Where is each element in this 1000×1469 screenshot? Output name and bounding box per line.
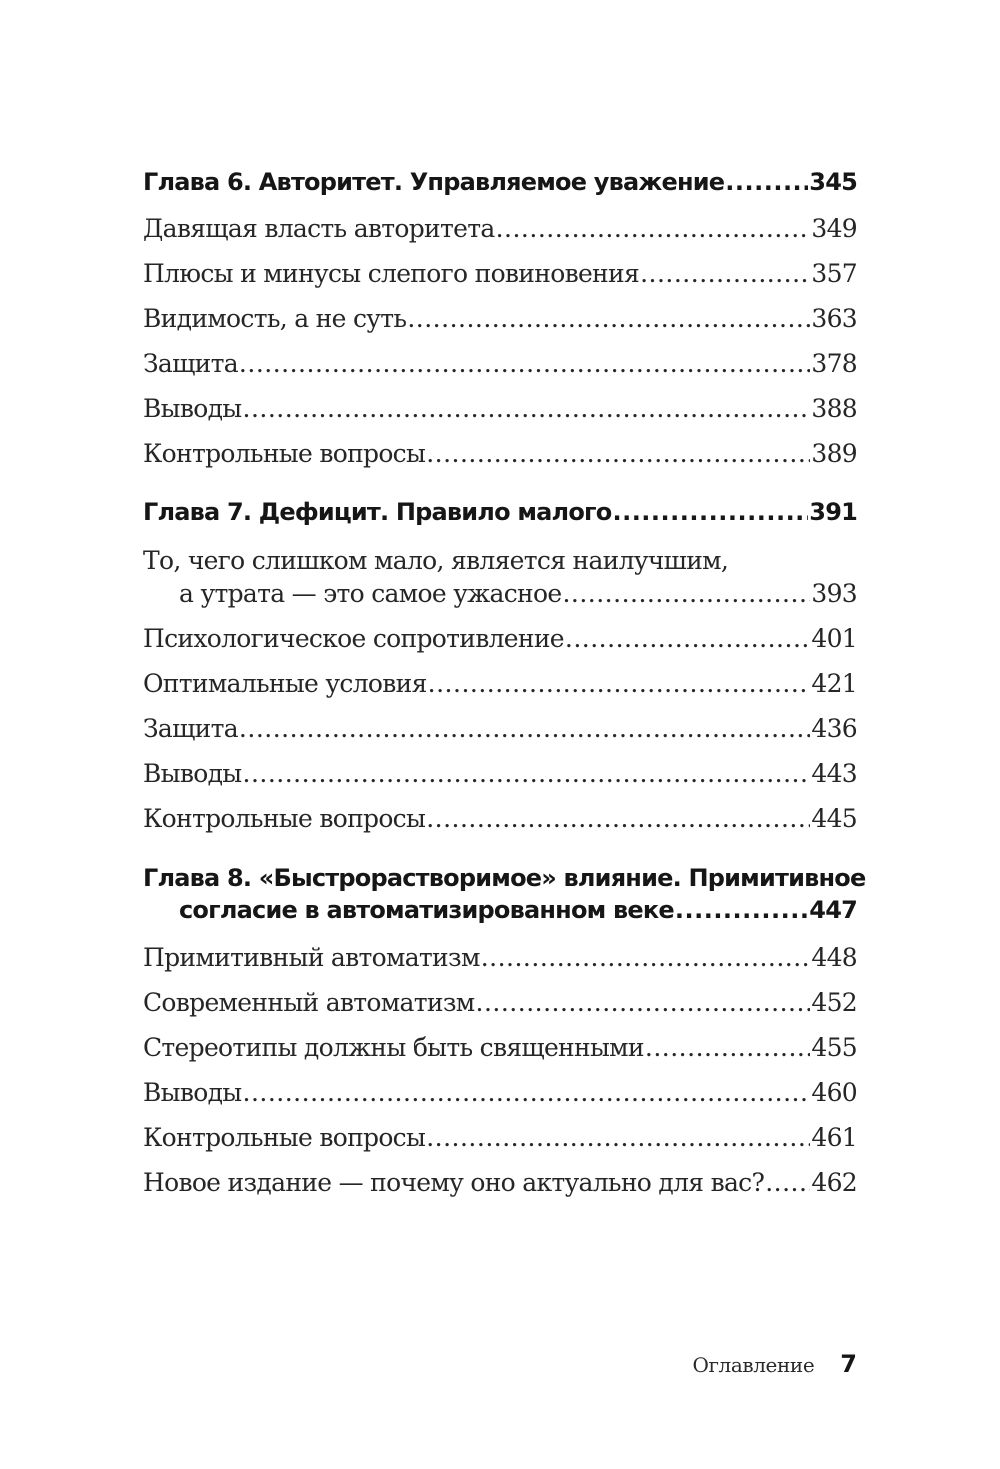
running-header: Оглавление <box>692 1353 815 1377</box>
chapter-title: Глава 7. Дефицит. Правило малого <box>143 498 612 526</box>
page-number: 448 <box>811 943 857 972</box>
toc-entry[interactable] <box>143 624 857 653</box>
toc-entry[interactable] <box>143 394 857 423</box>
folio-number: 7 <box>840 1350 857 1378</box>
chapter-title: Глава 6. Авторитет. Управляемое уважение <box>143 168 725 196</box>
dot-leader <box>565 624 810 653</box>
entry-title: Стереотипы должны быть священными <box>143 1033 644 1062</box>
dot-leader <box>426 1123 810 1152</box>
page-number: 378 <box>811 349 857 378</box>
dot-leader <box>476 988 811 1017</box>
page-number: 393 <box>811 579 857 608</box>
page-number: 345 <box>809 168 857 196</box>
toc-entry[interactable] <box>143 1033 857 1062</box>
toc-entry[interactable] <box>143 759 857 788</box>
chapter-8-heading[interactable] <box>143 864 866 924</box>
dot-leader <box>481 943 811 972</box>
toc-entry[interactable] <box>143 439 857 468</box>
toc-entry[interactable] <box>143 304 857 333</box>
page-number: 462 <box>811 1168 857 1197</box>
entry-title: Защита <box>143 349 238 378</box>
page-number: 421 <box>811 669 857 698</box>
toc-entry[interactable] <box>143 1123 857 1152</box>
page-number: 391 <box>809 498 857 526</box>
dot-leader <box>426 439 810 468</box>
entry-title-line-1: То, чего слишком мало, является наилучшим, <box>143 546 729 575</box>
dot-leader <box>496 214 811 243</box>
entry-title: Оптимальные условия <box>143 669 427 698</box>
chapter-7-heading[interactable] <box>143 498 857 526</box>
chapter-title-line-1: Глава 8. «Быстрорастворимое» влияние. Примитивное <box>143 864 866 892</box>
page-number: 357 <box>811 259 857 288</box>
page-number: 443 <box>811 759 857 788</box>
dot-leader <box>725 168 808 196</box>
entry-title: Современный автоматизм <box>143 988 475 1017</box>
entry-title: Выводы <box>143 1078 242 1107</box>
page-number: 461 <box>811 1123 857 1152</box>
toc-entry[interactable] <box>143 546 857 608</box>
dot-leader <box>239 349 810 378</box>
page-footer <box>692 1350 857 1378</box>
dot-leader <box>645 1033 810 1062</box>
page-number: 460 <box>811 1078 857 1107</box>
page-number: 389 <box>811 439 857 468</box>
entry-title: Выводы <box>143 759 242 788</box>
toc-entry[interactable] <box>143 669 857 698</box>
toc-entry[interactable] <box>143 988 857 1017</box>
toc-entry[interactable] <box>143 714 857 743</box>
toc-entry[interactable] <box>143 804 857 833</box>
dot-leader <box>640 259 810 288</box>
entry-title: Контрольные вопросы <box>143 804 426 833</box>
page-number: 447 <box>809 896 857 924</box>
entry-title: Защита <box>143 714 238 743</box>
dot-leader <box>239 714 810 743</box>
page-number: 349 <box>811 214 857 243</box>
entry-title: Давящая власть авторитета <box>143 214 495 243</box>
dot-leader <box>407 304 810 333</box>
entry-title: Новое издание — почему оно актуально для вас? <box>143 1168 765 1197</box>
page-number: 452 <box>811 988 857 1017</box>
dot-leader <box>765 1168 810 1197</box>
page-number: 388 <box>811 394 857 423</box>
dot-leader <box>562 579 810 608</box>
dot-leader <box>243 759 811 788</box>
entry-title-line-2: а утрата — это самое ужасное <box>179 579 562 608</box>
entry-title: Плюсы и минусы слепого повиновения <box>143 259 640 288</box>
dot-leader <box>428 669 811 698</box>
dot-leader <box>243 394 811 423</box>
toc-entry-final[interactable] <box>143 1168 857 1197</box>
dot-leader <box>675 896 808 924</box>
entry-title: Контрольные вопросы <box>143 1123 426 1152</box>
chapter-title-line-2: согласие в автоматизированном веке <box>179 896 674 924</box>
dot-leader <box>426 804 810 833</box>
entry-title: Психологическое сопротивление <box>143 624 564 653</box>
toc-entry[interactable] <box>143 349 857 378</box>
entry-title: Видимость, а не суть <box>143 304 407 333</box>
dot-leader <box>243 1078 811 1107</box>
entry-title: Контрольные вопросы <box>143 439 426 468</box>
toc-entry[interactable] <box>143 214 857 243</box>
entry-title: Примитивный автоматизм <box>143 943 480 972</box>
page-number: 363 <box>811 304 857 333</box>
page-number: 445 <box>811 804 857 833</box>
page-number: 455 <box>811 1033 857 1062</box>
page-number: 436 <box>811 714 857 743</box>
toc-entry[interactable] <box>143 1078 857 1107</box>
chapter-6-heading[interactable] <box>143 168 857 196</box>
entry-title: Выводы <box>143 394 242 423</box>
toc-entry[interactable] <box>143 943 857 972</box>
page-number: 401 <box>811 624 857 653</box>
toc-entry[interactable] <box>143 259 857 288</box>
dot-leader <box>612 498 808 526</box>
